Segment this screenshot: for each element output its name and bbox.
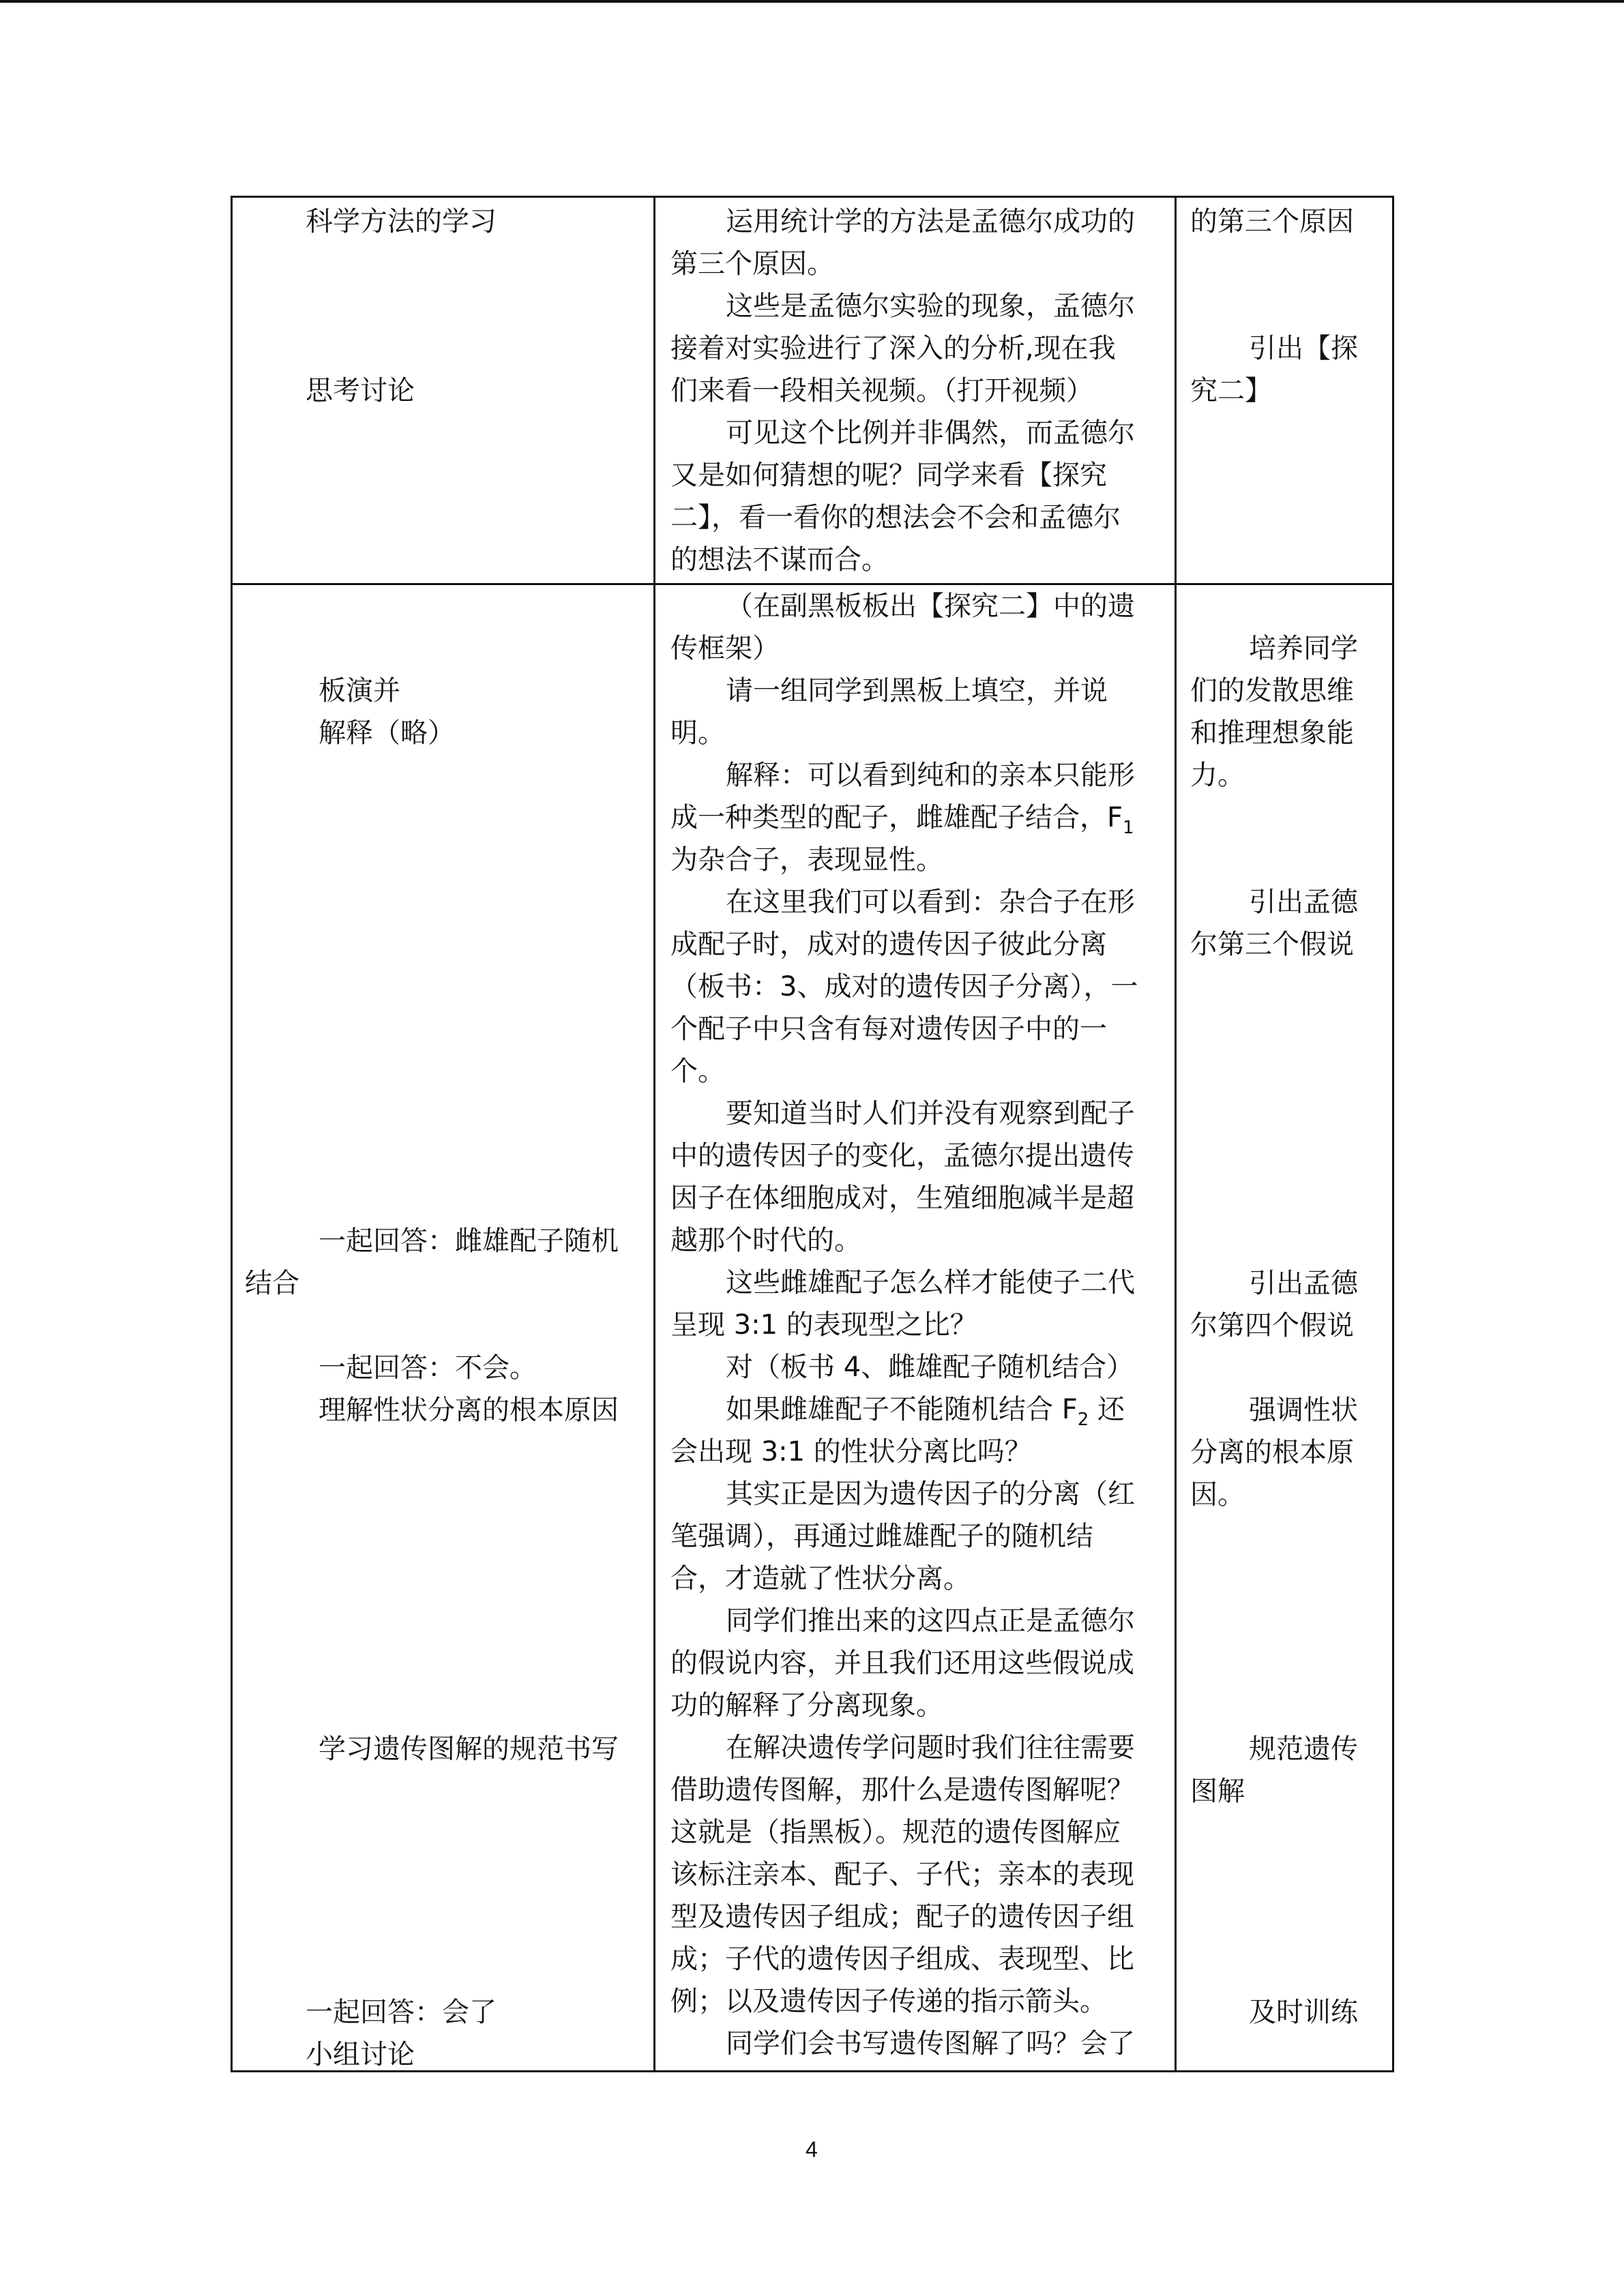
design-intent-text: 引出孟德 [1249,886,1358,918]
teacher-activity-text: 越那个时代的。 [670,1225,861,1256]
student-activity-text: 科学方法的学习 [306,206,497,237]
teacher-activity-text: 对（板书 4、雌雄配子随机结合） [726,1352,1134,1383]
student-activity-text: 一起回答：会了 [306,1997,497,2028]
teacher-activity-text: 功的解释了分离现象。 [670,1690,943,1721]
design-intent-text: 引出【探 [1249,333,1358,364]
design-intent-text: 强调性状 [1249,1395,1358,1426]
teacher-activity-text: 例；以及遗传因子传递的指示箭头。 [670,1986,1107,2017]
teacher-activity-text: 呈现 3:1 的表现型之比？ [670,1309,977,1341]
teacher-activity-text: 运用统计学的方法是孟德尔成功的 [726,206,1135,237]
design-intent-text: 的第三个原因 [1190,206,1354,237]
teacher-activity-text: （在副黑板板出【探究二】中的遗 [726,591,1135,622]
teacher-activity-text: 这些是孟德尔实验的现象，孟德尔 [726,290,1135,322]
teacher-activity-text: 要知道当时人们并没有观察到配子 [726,1098,1135,1129]
student-activity-text: 学习遗传图解的规范书写 [319,1733,619,1765]
page-number: 4 [806,2137,818,2162]
student-activity-text: 理解性状分离的根本原因 [319,1395,619,1426]
design-intent-text: 因。 [1190,1479,1245,1510]
student-activity-text: 结合 [245,1268,299,1299]
teacher-activity-text: 在解决遗传学问题时我们往往需要 [726,1732,1135,1763]
teacher-activity-text: 中的遗传因子的变化，孟德尔提出遗传 [670,1140,1134,1172]
column-divider [653,198,655,2070]
teacher-activity-text: 们来看一段相关视频。（打开视频） [670,375,1093,406]
student-activity-text: 思考讨论 [306,375,415,406]
design-intent-text: 尔第四个假说 [1190,1310,1354,1341]
teacher-activity-text: 个配子中只含有每对遗传因子中的一 [670,1013,1107,1045]
teacher-activity-text: 在这里我们可以看到：杂合子在形 [726,886,1135,918]
teacher-activity-text: 明。 [670,717,725,749]
design-intent-text: 究二】 [1190,375,1272,406]
teacher-activity-text: 为杂合子，表现显性。 [670,844,943,876]
teacher-activity-text: 型及遗传因子组成；配子的遗传因子组 [670,1901,1134,1933]
design-intent-text: 们的发散思维 [1190,675,1354,706]
teacher-activity-text: 成配子时，成对的遗传因子彼此分离 [670,929,1107,960]
design-intent-text: 力。 [1190,760,1245,791]
teacher-activity-text: 这些雌雄配子怎么样才能使子二代 [726,1267,1135,1298]
design-intent-text: 尔第三个假说 [1190,929,1354,960]
teacher-activity-text: 的想法不谋而合。 [670,544,889,576]
teacher-activity-text: 请一组同学到黑板上填空，并说 [726,675,1108,706]
teacher-activity-text: 接着对实验进行了深入的分析,现在我 [670,333,1116,364]
teacher-activity-text: 第三个原因。 [670,248,834,280]
teacher-activity-text: 如果雌雄配子不能随机结合 $F_2$ 还 [726,1394,1125,1430]
teacher-activity-text: 个。 [670,1056,725,1087]
teacher-activity-text: 解释：可以看到纯和的亲本只能形 [726,760,1135,791]
student-activity-text: 小组讨论 [306,2039,415,2070]
top-border-line [0,0,1624,3]
teacher-activity-text: 合，才造就了性状分离。 [670,1563,971,1594]
design-intent-text: 和推理想象能 [1190,717,1354,749]
student-activity-text: 板演并 [319,675,400,706]
teacher-activity-text: 传框架） [670,633,780,664]
design-intent-text: 图解 [1190,1776,1245,1807]
teacher-activity-text: 同学们会书写遗传图解了吗？会了 [726,2028,1135,2059]
teacher-activity-text: 借助遗传图解，那什么是遗传图解呢？ [670,1774,1134,1806]
teacher-activity-text: 又是如何猜想的呢？同学来看【探究 [670,460,1107,491]
teacher-activity-text: 笔强调），再通过雌雄配子的随机结 [670,1521,1093,1552]
teacher-activity-text: 的假说内容，并且我们还用这些假说成 [670,1648,1134,1679]
student-activity-text: 解释（略） [319,717,455,749]
lesson-plan-table [231,196,1394,2072]
teacher-activity-text: （板书：3、成对的遗传因子分离），一 [670,971,1138,1002]
teacher-activity-text: 成；子代的遗传因子组成、表现型、比 [670,1943,1134,1975]
design-intent-text: 规范遗传 [1249,1733,1358,1765]
column-divider [1175,198,1177,2070]
teacher-activity-text: 该标注亲本、配子、子代；亲本的表现 [670,1859,1134,1890]
teacher-activity-text: 可见这个比例并非偶然，而孟德尔 [726,417,1135,449]
design-intent-text: 分离的根本原 [1190,1437,1354,1468]
teacher-activity-text: 成一种类型的配子，雌雄配子结合，$F_1$ [670,802,1134,838]
student-activity-text: 一起回答：雌雄配子随机 [319,1225,619,1257]
teacher-activity-text: 其实正是因为遗传因子的分离（红 [726,1478,1135,1510]
design-intent-text: 培养同学 [1249,633,1358,664]
teacher-activity-text: 因子在体细胞成对，生殖细胞减半是超 [670,1182,1134,1214]
teacher-activity-text: 会出现 3:1 的性状分离比吗？ [670,1436,1032,1467]
teacher-activity-text: 同学们推出来的这四点正是孟德尔 [726,1605,1135,1637]
teacher-activity-text: 这就是（指黑板）。规范的遗传图解应 [670,1817,1121,1848]
teacher-activity-text: 二】，看一看你的想法会不会和孟德尔 [670,502,1121,533]
student-activity-text: 一起回答：不会。 [319,1352,537,1384]
design-intent-text: 及时训练 [1249,1997,1358,2028]
design-intent-text: 引出孟德 [1249,1268,1358,1299]
